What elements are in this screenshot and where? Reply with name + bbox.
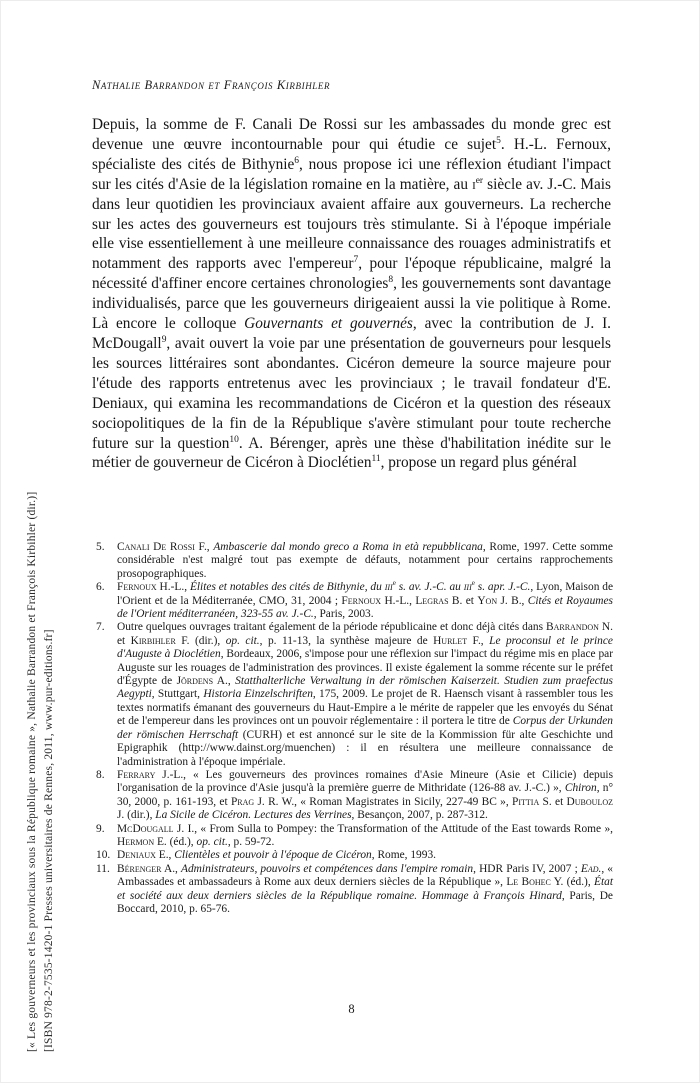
text-run: Y. (éd.), bbox=[550, 876, 595, 889]
text-run: , pour l'époque républicaine, malgré la nécessité d'affiner encore certaines chronologies bbox=[92, 255, 611, 293]
footnote-text bbox=[117, 863, 613, 917]
text-run: E. (éd.), bbox=[154, 835, 197, 848]
text-run: op. cit. bbox=[196, 835, 228, 848]
running-header: Nathalie Barrandon et François Kirbihler bbox=[92, 78, 331, 92]
text-run: . A. Bérenger, après une thèse d'habilitation inédite sur le métier de gouverneur de Cicéron à Dioclétien bbox=[92, 434, 611, 472]
text-run: J. (dir.), bbox=[117, 809, 156, 822]
footnote-text bbox=[117, 849, 613, 862]
sidebar-line-title: [« Les gouverneurs et les provinciaux sous la République romaine », Nathalie Barrandon et François Kirbihler (dir.)] bbox=[26, 491, 38, 1052]
text-run: , « Ambassades et ambassadeurs à Rome aux deux derniers siècles de la République », bbox=[117, 862, 614, 889]
footnote-item bbox=[96, 581, 613, 621]
footnote-reference-superscript: 9 bbox=[161, 334, 167, 345]
text-run: Statthalterliche Verwaltung in der römischen Kaiserzeit. Studien zum praefectus Aegypti bbox=[117, 675, 613, 701]
footnote-number: 11. bbox=[96, 862, 110, 875]
text-run: Canali De Rossi bbox=[117, 541, 195, 553]
footnote-number: 7. bbox=[96, 621, 105, 634]
text-run: J. B., bbox=[497, 594, 528, 607]
text-run: Fernoux bbox=[117, 581, 157, 594]
text-run: Deniaux bbox=[117, 849, 156, 862]
text-run: Prag bbox=[230, 795, 255, 808]
footnote-reference-superscript: e bbox=[392, 579, 396, 588]
text-run: A., bbox=[213, 675, 236, 688]
text-run: Bérenger bbox=[117, 862, 162, 875]
text-run: H.-L., bbox=[156, 581, 190, 594]
page-number: 8 bbox=[348, 1002, 355, 1016]
text-run: , HDR Paris IV, 2007 ; bbox=[473, 862, 581, 875]
body-paragraph bbox=[92, 115, 611, 473]
text-run: , 175, 2009. Le projet de R. Haensch visant à rassembler tous les textes normatifs émanant des gouverneurs du Haut-Empire a le mérite de rappeler que les envoyés du Sénat et de l'empereur dans les provinces ont un pouvoir réglementaire : il portera le titre de bbox=[117, 688, 614, 728]
text-run: Chiron bbox=[564, 782, 597, 795]
footnote-reference-superscript: 6 bbox=[294, 155, 300, 166]
text-run: Corpus der Urkunden der römischen Herrschaft bbox=[117, 715, 613, 741]
footnote-number: 10. bbox=[96, 849, 111, 862]
text-run: État et société aux deux derniers siècles de la République romaine. Hommage à François Hinard bbox=[117, 876, 613, 902]
text-run: Ambascerie dal mondo greco a Roma in età repubblicana bbox=[213, 541, 483, 553]
footnote-number: 5. bbox=[96, 541, 105, 553]
text-run: La Sicile de Cicéron. Lectures des Verrines bbox=[155, 809, 352, 822]
text-run: Yon bbox=[477, 594, 498, 607]
text-run: Élites et notables des cités de Bithynie, du bbox=[189, 581, 385, 594]
text-run: , propose un regard plus général bbox=[380, 454, 577, 472]
footnote-item bbox=[96, 621, 613, 768]
text-run: F. (dir.), bbox=[175, 634, 226, 647]
text-run: Cités et Royaumes de l'Orient méditerranéen, 323-55 av. J.-C. bbox=[117, 594, 613, 621]
text-run: , Bordeaux, 2006, s'impose pour une réflexion sur l'impact du régime mis en place par Auguste sur les rouages de l'administration des provinces. Il existe également la somme récente sur le préfet d'Égypte de bbox=[117, 648, 614, 688]
text-run: , Rome, 1997. Cette somme considérable n'est malgré tout pas exempte de défauts, notamment pour certains rapprochements prosopographiques. bbox=[117, 541, 613, 580]
sidebar-line-isbn: [ISBN 978-2-7535-1420-1 Presses universitaires de Rennes, 2011, www.pur-editions.fr] bbox=[43, 629, 55, 1052]
text-run: , Rome, 1993. bbox=[371, 849, 436, 862]
text-run: A., bbox=[161, 862, 182, 875]
footnote-reference-superscript: 11 bbox=[371, 454, 381, 465]
text-run: J. I., « From Sulla to Pompey: the Transformation of the Attitude of the East towards Rome », bbox=[173, 822, 613, 835]
footnote-item bbox=[96, 823, 613, 850]
text-run: Ead. bbox=[580, 862, 602, 875]
text-run: s. apr. J.-C. bbox=[474, 581, 531, 594]
text-run: , Stuttgart, bbox=[151, 688, 204, 701]
text-run: Le proconsul et le prince d'Auguste à Dioclétien bbox=[117, 634, 613, 661]
text-run: iii bbox=[384, 581, 393, 594]
footnote-item bbox=[96, 849, 613, 862]
text-run: F., bbox=[194, 541, 214, 553]
footnote-reference-superscript: e bbox=[471, 579, 475, 588]
text-run: Ferrary bbox=[117, 768, 156, 781]
text-run: Barrandon bbox=[546, 621, 599, 634]
footnotes-list bbox=[96, 541, 613, 916]
text-run: , Paris, 2003. bbox=[313, 608, 374, 621]
text-run: Historia Einzelschriften bbox=[203, 688, 313, 701]
text-run: S. et bbox=[539, 795, 567, 808]
text-run: Le Bohec bbox=[506, 876, 551, 889]
footnote-item bbox=[96, 863, 613, 917]
text-run: Administrateurs, pouvoirs et compétences dans l'empire romain bbox=[181, 862, 474, 875]
text-run: H.-L., bbox=[381, 594, 416, 607]
text-run: , Lyon, Maison de l'Orient et de la Méditerranée, CMO, 31, 2004 ; bbox=[117, 581, 614, 607]
text-run: , avait ouvert la voie par une présentation de gouverneurs pour lesquels les sources littéraires sont abondantes. Cicéron demeure la source majeure pour l'étude des rapports entretenus avec les provinciaux ; le travail fondateur d'E. Deniaux, qui examina les recommandations de Cicéron et la question des réseaux sociopolitiques de la fin de la République s'avère stimulant pour toute recherche future sur la question bbox=[92, 334, 611, 452]
footnote-item bbox=[96, 769, 613, 823]
text-run: , Paris, De Boccard, 2010, p. 65-76. bbox=[117, 889, 613, 915]
text-run: siècle av. J.-C. Mais dans leur quotidien les provinciaux avaient affaire aux gouverneurs. La recherche sur les actes des gouverneurs est toujours très stimulante. Si à l'époque impériale elle vise essentiellement à une meilleure connaissance des rouages administratifs et notamment des rapports avec l'empereur bbox=[92, 175, 611, 273]
footnote-reference-superscript: er bbox=[475, 175, 484, 186]
footnote-text bbox=[117, 581, 613, 621]
footnote-text bbox=[117, 823, 613, 850]
text-run: Legras bbox=[415, 594, 449, 607]
text-run: J.-L., « Les gouverneurs des provinces romaines d'Asie Mineure (Asie et Cilicie) depuis l'organisation de la province d'Asie jusqu'à la première guerre de Mithridate (126-88 av. J.-C.) », bbox=[117, 768, 613, 795]
text-run: Fernoux bbox=[341, 594, 382, 607]
text-run: E., bbox=[155, 849, 175, 862]
text-run: , nous propose ici une réflexion étudiant l'impact sur les cités d'Asie de la législation romaine en la matière, au bbox=[92, 155, 611, 193]
footnote-reference-superscript: 5 bbox=[496, 135, 501, 146]
text-run: s. av. J.-C. au bbox=[395, 581, 464, 594]
text-run: (CURH) et est annoncé sur le site de la Kommission für alte Geschichte und Epigraphik (http://www.dainst.org/muenchen) : il en résultera une meilleure connaissance de l'administration à l'époque impériale. bbox=[117, 728, 613, 768]
sidebar-vertical-text bbox=[24, 42, 58, 1052]
text-run: B. et bbox=[448, 594, 478, 607]
text-run: Depuis, la somme de F. Canali De Rossi sur les ambassades du monde grec est devenue une œuvre incontournable pour qui étudie ce sujet bbox=[92, 116, 611, 153]
text-run: op. cit. bbox=[225, 634, 260, 647]
text-run: F., bbox=[467, 634, 490, 647]
text-run: iii bbox=[463, 581, 472, 594]
text-run: , avec la contribution de J. I. McDougall bbox=[92, 315, 612, 352]
text-run: , n° 30, 2000, p. 161-193, et bbox=[117, 782, 613, 808]
text-run: Jördens bbox=[176, 675, 214, 688]
text-run: McDougall bbox=[117, 822, 174, 835]
text-run: Clientèles et pouvoir à l'époque de Cicéron bbox=[174, 849, 372, 862]
text-run: , p. 59-72. bbox=[227, 835, 275, 848]
footnote-number: 9. bbox=[96, 822, 105, 835]
footnote-item bbox=[96, 541, 613, 581]
text-run: N. et bbox=[117, 621, 614, 647]
text-run: Hermon bbox=[117, 835, 155, 848]
text-run: Outre quelques ouvrages traitant également de la période républicaine et donc déjà cités dans bbox=[117, 621, 546, 634]
text-run: Pittia bbox=[512, 795, 540, 808]
footnote-text bbox=[117, 621, 613, 768]
footnote-reference-superscript: 10 bbox=[229, 434, 239, 445]
footnote-number: 6. bbox=[96, 581, 105, 594]
text-run: , Besançon, 2007, p. 287-312. bbox=[351, 809, 488, 822]
text-run: Kirbihler bbox=[130, 634, 176, 647]
text-run: , les gouvernements sont davantage individualisés, parce que les gouverneurs dirigeaient aussi la vie politique à Rome. Là encore le colloque bbox=[92, 275, 611, 333]
text-run: J. R. W., « Roman Magistrates in Sicily, 227-49 BC », bbox=[254, 795, 513, 808]
footnote-reference-superscript: 8 bbox=[388, 275, 394, 286]
text-run: Gouvernants et gouvernés bbox=[244, 315, 413, 333]
footnote-reference-superscript: 7 bbox=[353, 255, 359, 266]
footnote-number: 8. bbox=[96, 768, 105, 781]
text-run: , p. 11-13, la synthèse majeure de bbox=[259, 634, 434, 647]
text-run: Hurlet bbox=[433, 634, 468, 647]
text-run: i bbox=[472, 175, 476, 193]
text-run: Dubouloz bbox=[566, 795, 613, 808]
footnote-text bbox=[117, 769, 613, 823]
footnote-text bbox=[117, 541, 613, 581]
text-run: . H.-L. Fernoux, spécialiste des cités de Bithynie bbox=[92, 135, 611, 173]
